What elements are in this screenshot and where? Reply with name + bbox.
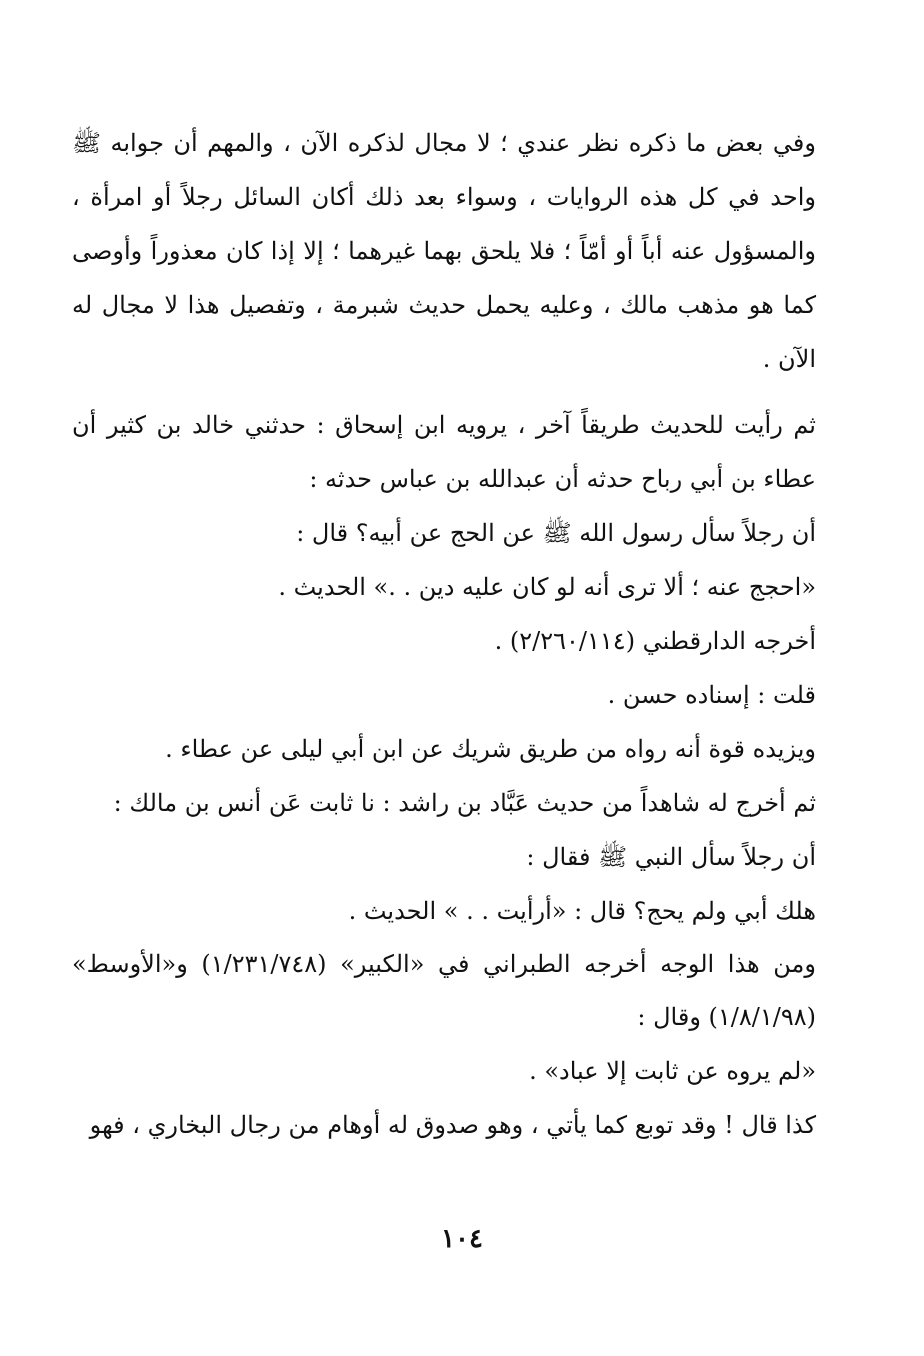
page-number: ١٠٤ bbox=[441, 1224, 483, 1254]
paragraph-12: «لم يروه عن ثابت إلا عباد» . bbox=[529, 1057, 816, 1085]
paragraph-3: أن رجلاً سأل رسول الله ﷺ عن الحج عن أبيه؟ قال : bbox=[296, 519, 816, 547]
paragraph-5: أخرجه الدارقطني (٢/٢٦٠/١١٤) . bbox=[494, 627, 816, 655]
paragraph-7: ويزيده قوة أنه رواه من طريق شريك عن ابن أبي ليلى عن عطاء . bbox=[165, 735, 816, 763]
paragraph-4: «احجج عنه ؛ ألا ترى أنه لو كان عليه دين . .» الحديث . bbox=[278, 573, 816, 601]
paragraph-10: هلك أبي ولم يحج؟ قال : «أرأيت . . » الحديث . bbox=[348, 897, 816, 925]
paragraph-11: ومن هذا الوجه أخرجه الطبراني في «الكبير» (١/٢٣١/٧٤٨) و«الأوسط» (١/٨/١/٩٨) وقال : bbox=[72, 950, 816, 1031]
paragraph-6: قلت : إسناده حسن . bbox=[607, 681, 816, 709]
paragraph-2: ثم رأيت للحديث طريقاً آخر ، يرويه ابن إسحاق : حدثني خالد بن كثير أن عطاء بن أبي رباح حدثه أن عبدالله بن عباس حدثه : bbox=[72, 411, 816, 493]
paragraph-9: أن رجلاً سأل النبي ﷺ فقال : bbox=[526, 843, 816, 871]
body-text bbox=[72, 116, 816, 1152]
paragraph-1: وفي بعض ما ذكره نظر عندي ؛ لا مجال لذكره الآن ، والمهم أن جوابه ﷺ واحد في كل هذه الروايات ، وسواء بعد ذلك أكان السائل رجلاً أو امرأة ، والمسؤول عنه أباً أو أمّاً ؛ فلا يلحق بهما غيرهما ؛ إلا إذا كان معذوراً وأوصى كما هو مذهب مالك ، وعليه يحمل حديث شبرمة ، وتفصيل هذا لا مجال له الآن . bbox=[72, 129, 816, 373]
paragraph-13: كذا قال ! وقد توبع كما يأتي ، وهو صدوق له أوهام من رجال البخاري ، فهو bbox=[89, 1111, 816, 1139]
paragraph-8: ثم أخرج له شاهداً من حديث عَبَّاد بن راشد : نا ثابت عَن أنس بن مالك : bbox=[113, 789, 816, 817]
